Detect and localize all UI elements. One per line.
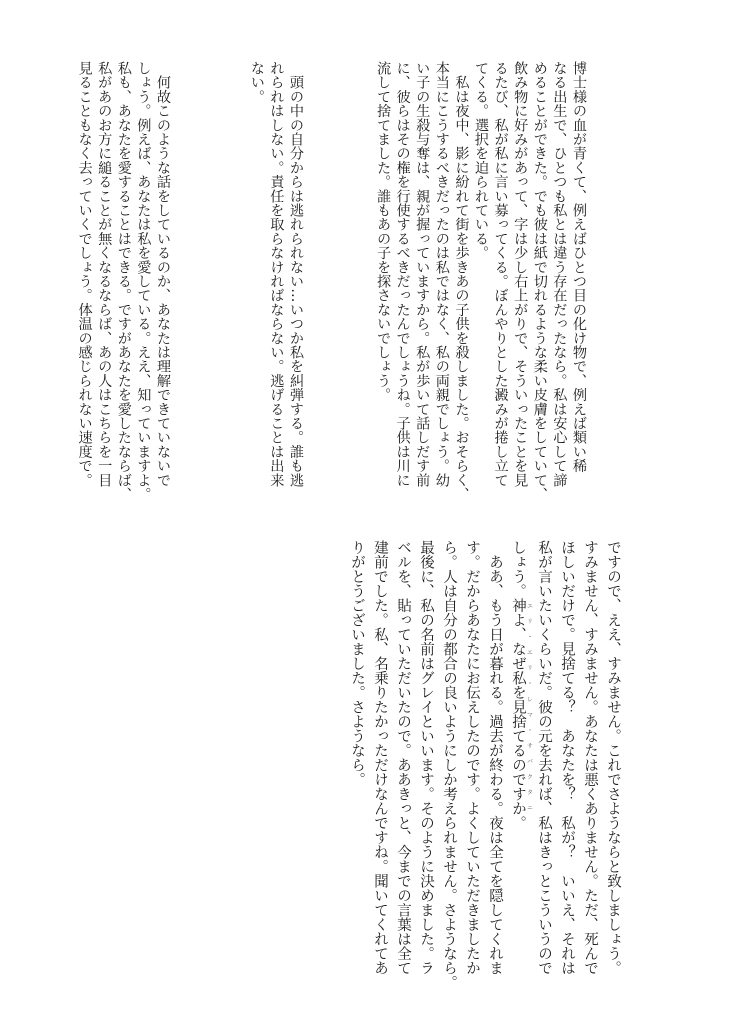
text-line: 私が言いたいくらいだ。彼の元を去れば、私はきっとこういうので: [536, 540, 552, 975]
text-line: めることができた。でも彼は紙で切れるような柔い皮膚をしていて、: [531, 61, 548, 502]
text-line: ああ、もう日が暮れる。過去が終わる。夜は全てを隠してくれま: [487, 540, 503, 975]
text-line: るたび、私が私に言い募ってくる。ぼんやりとした澱みが捲し立て: [492, 61, 509, 487]
text-line: 見ることもなく去っていくでしょう。体温の感じられない速度で。: [76, 61, 93, 487]
paragraph-group-top-right: [372, 61, 588, 501]
text-line: 何故このような話をしているのか、あなたは理解できていないで: [155, 61, 171, 487]
text-line: す。だからあなたにお伝えしたのです。よくしていただきましたか: [464, 540, 480, 975]
text-line: てくる。選択を迫られている。: [473, 61, 490, 260]
text-line: 私も、あなたを愛することはできる。ですがあなたを愛したならば、: [115, 61, 132, 502]
text-line: 飲み物に好みがあって、字は少し右上がりで、そういったことを見: [512, 61, 529, 487]
text-line: ら。人は自分の都合の良いようにしか考えられません。さようなら。: [441, 540, 457, 990]
text-line: なる出生で、ひとつも私とは違う存在だったなら。私は安心して諦: [551, 61, 568, 487]
ruby-base: 神よ、なぜ私を見捨てるのですか: [510, 598, 526, 816]
text-line: 頭の中の自分からは逃れられない…いつか私を糾弾する。誰も逃: [288, 61, 304, 487]
text-line: ない。: [248, 61, 265, 104]
text-line: しょう。例えば、あなたは私を愛している。ええ、知っていますよ。: [135, 61, 152, 502]
text-line: 最後に、私の名前はグレイといいます。そのように決めました。ラ: [418, 540, 434, 975]
text-line: 本当にこうするべきだったのは私ではなく、私の両親でしょう。幼: [433, 61, 450, 487]
text-line: 流して捨てました。誰もあの子を探さないでしょう。: [375, 61, 392, 402]
text-line: ですので、ええ、すみません。これでさようならと致しましょう。: [605, 540, 621, 975]
text-line: ほしいだけで。見捨てる？ あなたを？ 私が？ いいえ、それは: [559, 540, 575, 975]
text-line-with-ruby: [506, 540, 532, 990]
text-line: 私は夜中、影に紛れて街を歩きあの子供を殺しました。おそらく、: [453, 61, 470, 502]
text-line: 博士様の血が青くて、例えばひとつ目の化け物で、例えば類い稀: [571, 61, 587, 473]
text-line: すみません、すみません。あなたは悪くありません。ただ、死んで: [582, 540, 598, 975]
ruby-annotation: [510, 598, 533, 816]
text-line: い子の生殺与奪は、親が握っていますから。私が歩いて話しだす前: [414, 61, 431, 487]
paragraph-group-bottom: [345, 540, 624, 990]
ruby-line-prefix: しょう。: [510, 540, 526, 598]
text-line: りがとうございました。さようなら。: [349, 540, 365, 787]
ruby-text: エリ・エリ・レマ・サバクタニ: [525, 598, 533, 816]
text-line: 建前でした。私、名乗りたかっただけなんですね。聞いてくれてあ: [372, 540, 388, 975]
paragraph-group-top-middle: [246, 61, 305, 487]
paragraph-group-top-left: [74, 61, 172, 501]
text-line: に、彼らはその権を行使するべきだったんでしょうね。子供は川に: [394, 61, 411, 487]
ruby-line-suffix: 。: [510, 815, 526, 830]
text-line: れられはしない。責任を取らなければならない。逃げることは出来: [268, 61, 285, 487]
text-line: 私があのお方に縋ることが無くなるならば、あの人はこちらを一目: [96, 61, 113, 487]
text-line: ベルを、貼っていただいたので。ああきっと、今までの言葉は全て: [395, 540, 411, 975]
